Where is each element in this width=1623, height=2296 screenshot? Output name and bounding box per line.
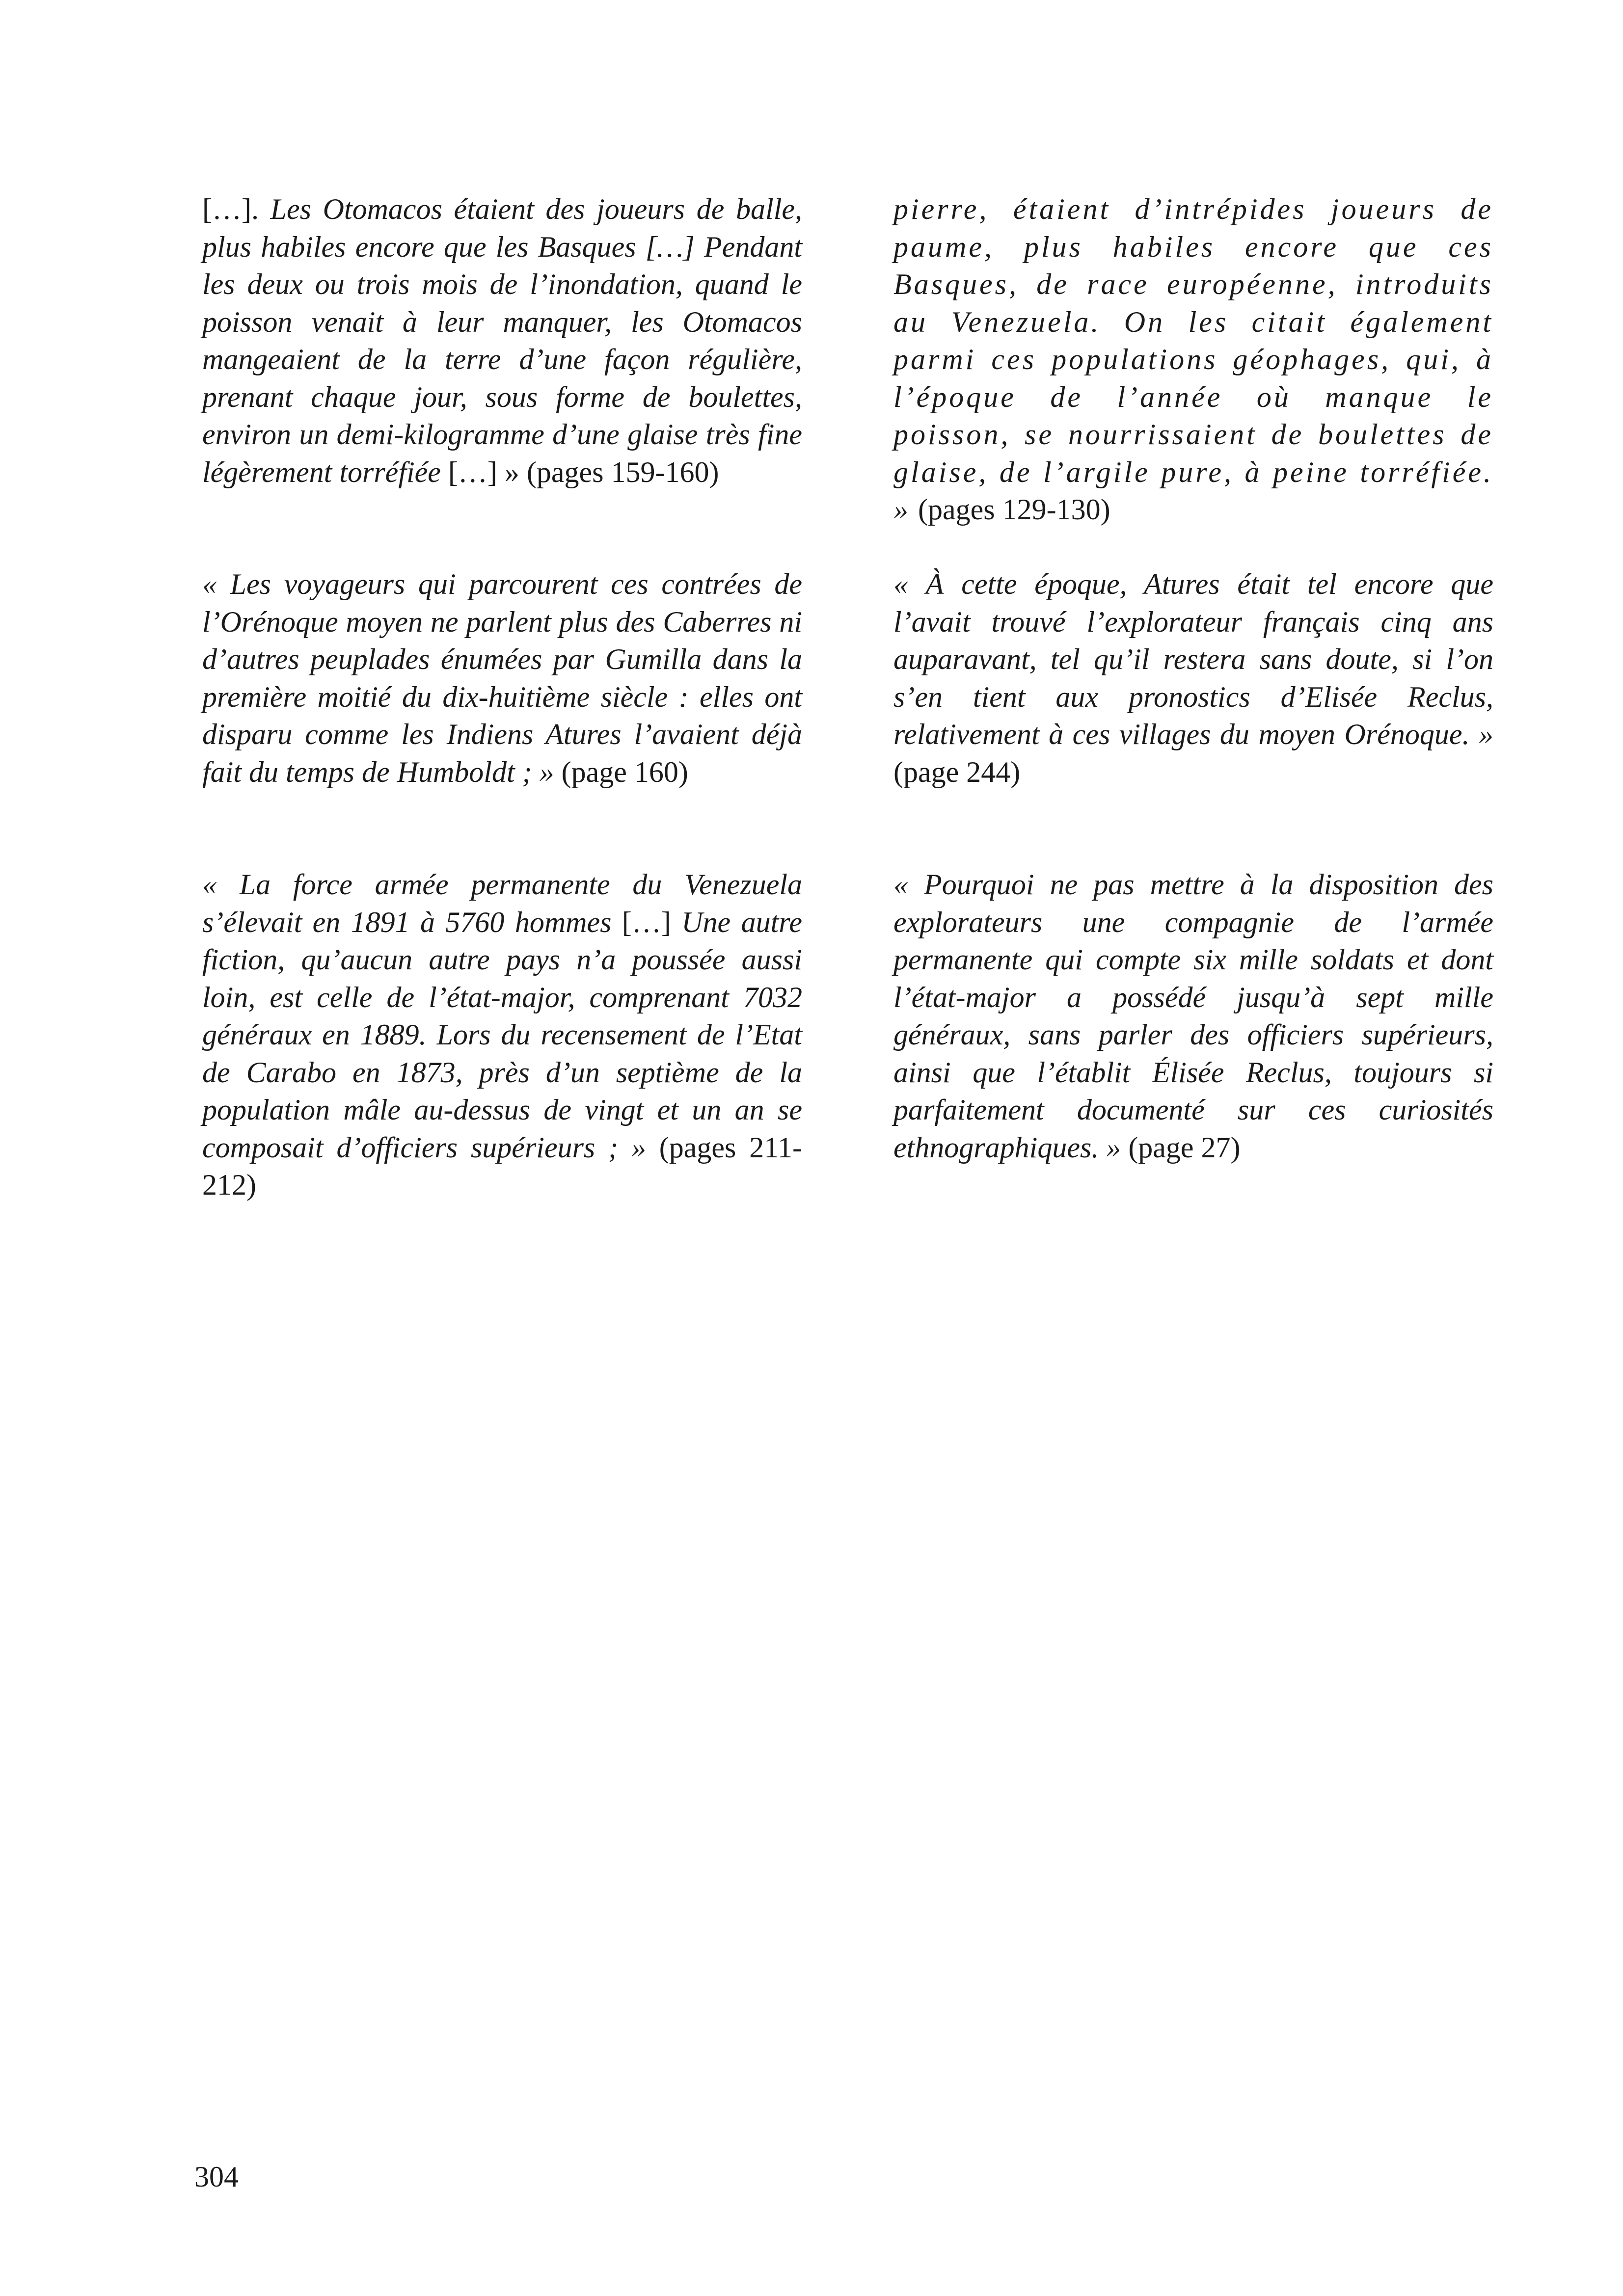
right-passage-2-quote: « À cette époque, Atures était tel encore que l’avait trouvé l’explorateur français cinq ans auparavant, tel qu’il restera sans doute, si l’on s’en tient aux pronostics d’Elisée Reclus, relativement à ces villages du moyen Orénoque. » [893, 568, 1493, 750]
left-passage-3-reference: (pages 211-212) [202, 1131, 802, 1201]
left-passage-2-reference: (page 160) [554, 755, 688, 788]
right-passage-1 [893, 190, 1493, 529]
right-passage-2-reference: (page 244) [893, 755, 1021, 788]
left-passage-2 [202, 565, 802, 791]
right-passage-3 [893, 866, 1493, 1166]
left-passage-2-quote: « Les voyageurs qui parcourent ces contrées de l’Orénoque moyen ne parlent plus des Caberres ni d’autres peuplades énumées par Gumilla dans la première moitié du dix-huitième siècle : elles ont disparu comme les Indiens Atures l’avaient déjà fait du temps de Humboldt ; » [202, 568, 802, 788]
right-passage-3-quote: « Pourquoi ne pas mettre à la disposition des explorateurs une compagnie de l’armée permanente qui compte six mille soldats et dont l’état-major a possédé jusqu’à sept mille généraux, sans parler des officiers supérieurs, ainsi que l’établit Élisée Reclus, toujours si parfaitement documenté sur ces curiosités ethnographiques. » [893, 868, 1493, 1164]
right-passage-1-quote: pierre, étaient d’intrépides joueurs de paume, plus habiles encore que ces Basques, de race européenne, introduits au Venezuela. On les citait également parmi ces populations géophages, qui, à l’époque de l’année où manque le poisson, se nourrissaient de boulettes de glaise, de l’argile pure, à peine torréfiée. » [893, 193, 1493, 526]
left-passage-1 [202, 190, 802, 491]
left-passage-1-lead: […]. [202, 193, 270, 225]
left-passage-1-ellipsis: […] » [448, 455, 519, 488]
left-passage-3-quote-a: « La force armée permanente du Venezuela s’élevait en 1891 à 5760 hommes [202, 868, 802, 938]
left-passage-1-quote: Les Otomacos étaient des joueurs de balle, plus habiles encore que les Basques […] Pendant les deux ou trois mois de l’inondation, quand le poisson venait à leur manquer, les Otomacos mangeaient de la terre d’une façon régulière, prenant chaque jour, sous forme de boulettes, environ un demi-kilogramme d’une glaise très fine légèrement torréfiée [202, 193, 802, 488]
right-passage-2 [893, 565, 1493, 791]
left-passage-3-quote-b: Une autre fiction, qu’aucun autre pays n’a poussée aussi loin, est celle de l’état-major, comprenant 7032 généraux en 1889. Lors du recensement de l’Etat de Carabo en 1873, près d’un septième de la population mâle au-dessus de vingt et un an se composait d’officiers supérieurs ; » [202, 906, 802, 1164]
left-passage-1-reference: (pages 159-160) [519, 455, 719, 488]
page-number: 304 [194, 2161, 239, 2193]
left-passage-3-ellipsis: […] [622, 906, 671, 938]
right-passage-3-reference: (page 27) [1121, 1131, 1241, 1164]
left-passage-3 [202, 866, 802, 1204]
right-passage-1-reference: (pages 129-130) [911, 493, 1110, 526]
